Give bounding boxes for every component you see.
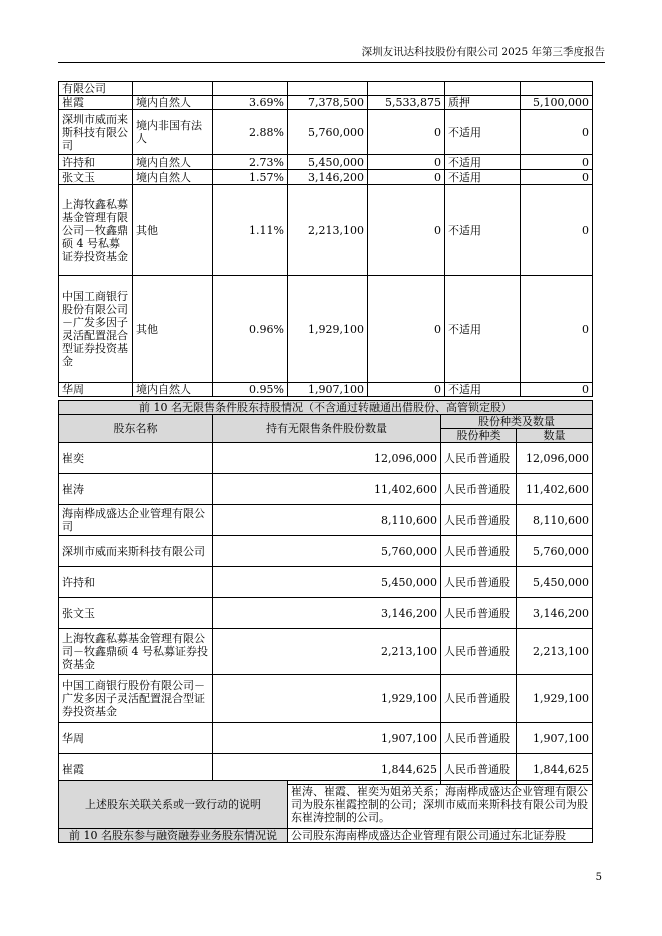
holder-name: 华周 [59, 383, 133, 397]
table-row [59, 567, 593, 598]
table-row [59, 629, 593, 675]
holder-pledged: 0 [521, 185, 593, 276]
holder-count: 11,402,600 [213, 474, 441, 505]
holder-name: 崔涛 [59, 474, 213, 505]
table-row [59, 185, 593, 276]
header-row [59, 415, 593, 429]
holder-pledged: 0 [521, 383, 593, 397]
holder-ratio: 1.57% [213, 170, 288, 185]
col-header-type-group: 股份种类及数量 [441, 415, 593, 429]
holder-pledged: 0 [521, 276, 593, 383]
share-type: 人民币普通股 [441, 536, 517, 567]
holder-restricted: 5,533,875 [368, 96, 445, 110]
header-rule [58, 62, 605, 63]
share-qty: 8,110,600 [517, 505, 593, 536]
holder-restricted: 0 [368, 155, 445, 170]
holder-name: 上海牧鑫私募基金管理有限公司－牧鑫鼎硕 4 号私募证券投资基金 [59, 629, 213, 675]
share-qty: 1,907,100 [517, 723, 593, 754]
top10-holders-table [58, 81, 593, 397]
holder-name: 许持和 [59, 567, 213, 598]
holder-count: 2,213,100 [213, 629, 441, 675]
holder-name: 深圳市威而来斯科技有限公司 [59, 110, 133, 155]
holder-status: 不适用 [445, 276, 521, 383]
holder-ratio: 0.96% [213, 276, 288, 383]
holder-pledged: 0 [521, 155, 593, 170]
col-header-name: 股东名称 [59, 415, 213, 443]
holder-restricted: 0 [368, 276, 445, 383]
relation-row [59, 781, 593, 829]
share-qty: 3,146,200 [517, 598, 593, 629]
holder-shares: 3,146,200 [288, 170, 368, 185]
section-title-row [59, 401, 593, 415]
table-row [59, 474, 593, 505]
holder-name: 中国工商银行股份有限公司－广发多因子灵活配置混合型证券投资基金 [59, 675, 213, 723]
table-row [59, 276, 593, 383]
holder-pledged: 5,100,000 [521, 96, 593, 110]
share-type: 人民币普通股 [441, 443, 517, 474]
share-type: 人民币普通股 [441, 474, 517, 505]
table-row [59, 723, 593, 754]
holder-shares: 1,907,100 [288, 383, 368, 397]
holder-ratio: 2.73% [213, 155, 288, 170]
holder-pledged: 0 [521, 170, 593, 185]
share-qty: 12,096,000 [517, 443, 593, 474]
margin-text: 公司股东海南桦成盛达企业管理有限公司通过东北证券股 [288, 829, 593, 843]
share-type: 人民币普通股 [441, 598, 517, 629]
table-row [59, 155, 593, 170]
table-row [59, 383, 593, 397]
share-type: 人民币普通股 [441, 754, 517, 785]
share-type: 人民币普通股 [441, 723, 517, 754]
holder-nature: 其他 [133, 276, 213, 383]
page-number: 5 [595, 872, 602, 883]
holder-shares: 7,378,500 [288, 96, 368, 110]
holder-restricted: 0 [368, 110, 445, 155]
table-row [59, 598, 593, 629]
holder-restricted: 0 [368, 170, 445, 185]
col-header-type: 股份种类 [441, 429, 517, 443]
holder-pledged: 0 [521, 110, 593, 155]
holder-nature: 境内自然人 [133, 383, 213, 397]
holder-status: 不适用 [445, 185, 521, 276]
holder-ratio: 3.69% [213, 96, 288, 110]
col-header-count: 持有无限售条件股份数量 [213, 415, 441, 443]
holder-nature: 境内自然人 [133, 96, 213, 110]
holder-nature: 境内自然人 [133, 170, 213, 185]
holder-count: 5,760,000 [213, 536, 441, 567]
margin-label: 前 10 名股东参与融资融券业务股东情况说 [59, 829, 288, 843]
holder-count: 5,450,000 [213, 567, 441, 598]
holder-nature: 其他 [133, 185, 213, 276]
share-type: 人民币普通股 [441, 675, 517, 723]
col-header-qty: 数量 [517, 429, 593, 443]
holder-status: 不适用 [445, 110, 521, 155]
holder-shares: 5,760,000 [288, 110, 368, 155]
holder-status: 不适用 [445, 170, 521, 185]
holder-count: 1,907,100 [213, 723, 441, 754]
holder-name: 上海牧鑫私募基金管理有限公司－牧鑫鼎硕 4 号私募证券投资基金 [59, 185, 133, 276]
relation-label: 上述股东关联关系或一致行动的说明 [59, 781, 288, 829]
holder-name: 华周 [59, 723, 213, 754]
holder-ratio: 2.88% [213, 110, 288, 155]
holder-nature: 境内非国有法人 [133, 110, 213, 155]
page-header: 深圳友讯达科技股份有限公司 2025 年第三季度报告 [361, 46, 605, 58]
holder-count: 1,844,625 [213, 754, 441, 785]
holder-name: 崔霞 [59, 754, 213, 785]
holder-ratio: 0.95% [213, 383, 288, 397]
holder-restricted [368, 82, 445, 96]
holder-name: 许持和 [59, 155, 133, 170]
share-qty: 11,402,600 [517, 474, 593, 505]
holder-status: 不适用 [445, 155, 521, 170]
table-row [59, 536, 593, 567]
holder-restricted: 0 [368, 185, 445, 276]
holder-restricted: 0 [368, 383, 445, 397]
share-type: 人民币普通股 [441, 567, 517, 598]
holder-shares: 2,213,100 [288, 185, 368, 276]
share-type: 人民币普通股 [441, 629, 517, 675]
holder-status: 不适用 [445, 383, 521, 397]
holder-name: 崔奕 [59, 443, 213, 474]
section-title: 前 10 名无限售条件股东持股情况（不含通过转融通出借股份、高管锁定股） [59, 401, 593, 415]
holder-count: 3,146,200 [213, 598, 441, 629]
holder-name: 深圳市威而来斯科技有限公司 [59, 536, 213, 567]
holder-name: 中国工商银行股份有限公司－广发多因子灵活配置混合型证券投资基金 [59, 276, 133, 383]
holder-count: 1,929,100 [213, 675, 441, 723]
relation-text: 崔涛、崔霞、崔奕为姐弟关系；海南桦成盛达企业管理有限公司为股东崔霞控制的公司；深圳市威而来斯科技有限公司为股东崔涛控制的公司。 [288, 781, 593, 829]
table-row [59, 82, 593, 96]
holder-count: 12,096,000 [213, 443, 441, 474]
share-qty: 2,213,100 [517, 629, 593, 675]
holder-ratio [213, 82, 288, 96]
share-type: 人民币普通股 [441, 505, 517, 536]
margin-row [59, 829, 593, 843]
notes-table [58, 780, 593, 843]
holder-shares: 1,929,100 [288, 276, 368, 383]
holder-name: 有限公司 [59, 82, 133, 96]
holder-shares: 5,450,000 [288, 155, 368, 170]
table-row [59, 443, 593, 474]
table-row [59, 96, 593, 110]
holder-shares [288, 82, 368, 96]
holder-nature [133, 82, 213, 96]
table-row [59, 110, 593, 155]
table-row [59, 505, 593, 536]
holder-name: 张文玉 [59, 170, 133, 185]
holder-status [445, 82, 521, 96]
unrestricted-holders-table [58, 400, 593, 785]
holder-ratio: 1.11% [213, 185, 288, 276]
holder-count: 8,110,600 [213, 505, 441, 536]
share-qty: 5,450,000 [517, 567, 593, 598]
table-row [59, 170, 593, 185]
share-qty: 1,929,100 [517, 675, 593, 723]
share-qty: 1,844,625 [517, 754, 593, 785]
share-qty: 5,760,000 [517, 536, 593, 567]
holder-name: 崔霞 [59, 96, 133, 110]
table-row [59, 675, 593, 723]
holder-name: 海南桦成盛达企业管理有限公司 [59, 505, 213, 536]
holder-pledged [521, 82, 593, 96]
holder-nature: 境内自然人 [133, 155, 213, 170]
holder-name: 张文玉 [59, 598, 213, 629]
holder-status: 质押 [445, 96, 521, 110]
